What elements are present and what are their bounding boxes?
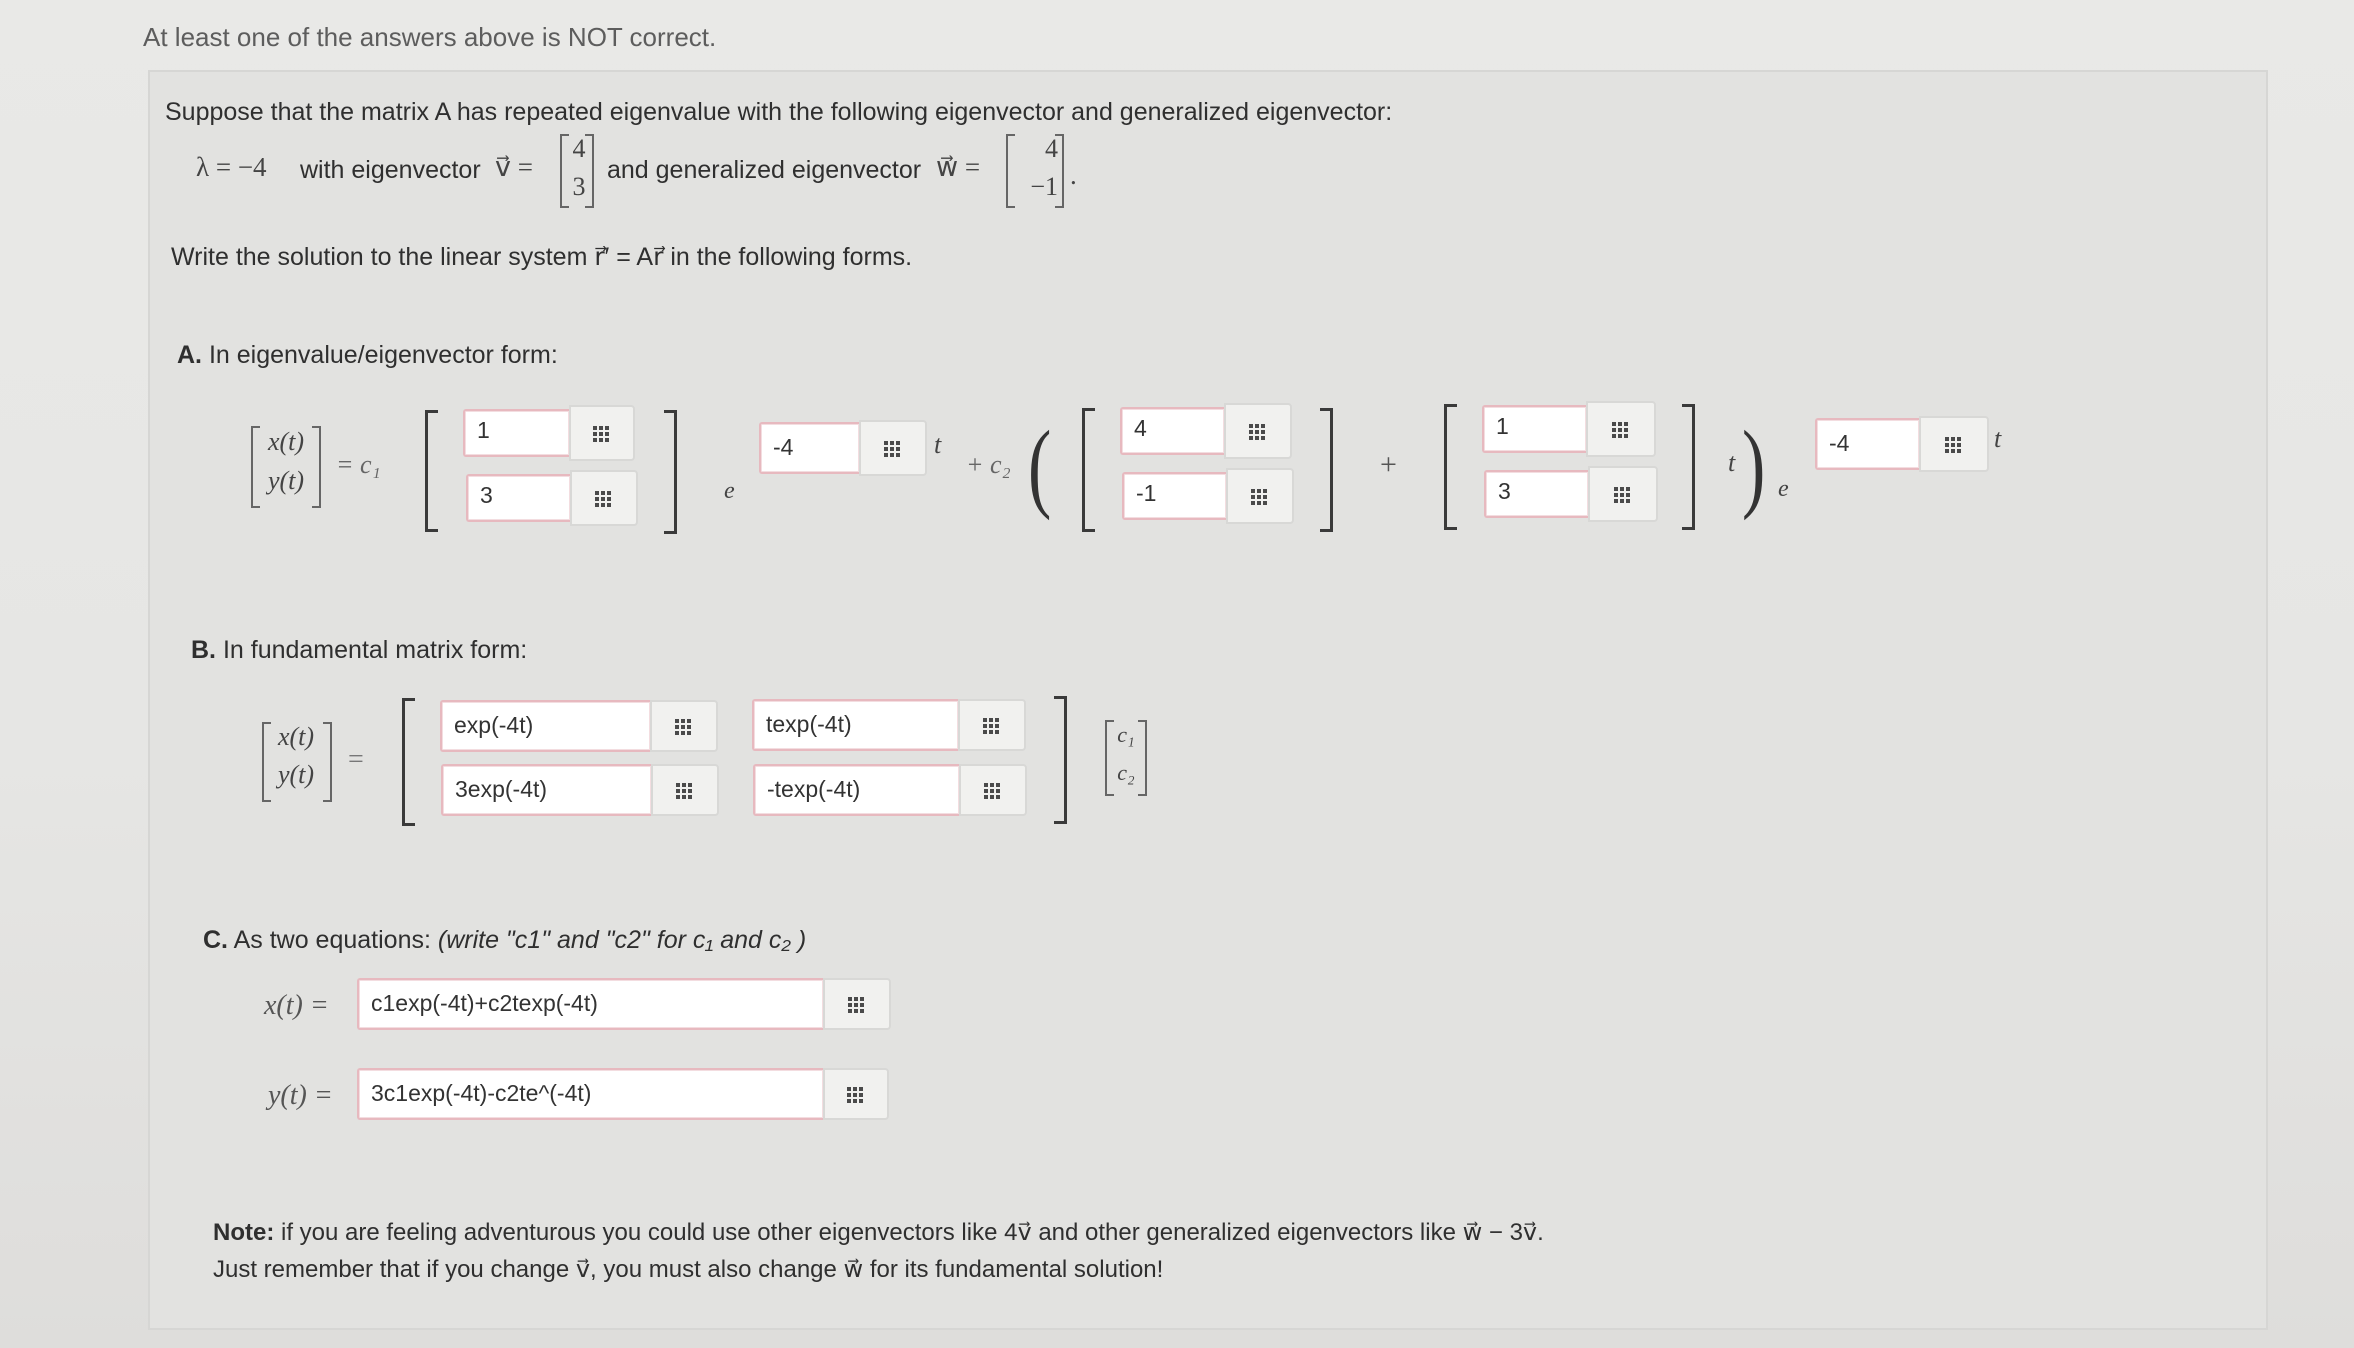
grid-icon [884,439,902,457]
a-w1-equation-editor[interactable] [1224,403,1292,459]
part-b-heading [191,636,527,665]
note-text-1: if you are feeling adventurous you could use other eigenvectors like 4v⃗ and other generalized eigenvectors like w⃗ − 3v⃗. [281,1219,1544,1246]
with-eigenvector-text: with eigenvector [300,156,481,184]
grid-icon [847,1085,865,1103]
b-matrix-left-bracket [402,698,415,826]
a-right-paren: ) [1742,410,1766,521]
a-w-right-bracket [1320,408,1333,532]
generalized-right-bracket [1055,134,1064,208]
grid-icon [1614,485,1632,503]
generalized-entry-1: 4 [1045,134,1058,163]
b-m21-input[interactable]: 3exp(-4t) [441,764,651,816]
a-v2-equation-editor[interactable] [570,470,638,526]
b-lhs-y: y(t) [277,760,315,789]
grid-icon [595,489,613,507]
v-label: v⃗ = [495,152,533,182]
part-c-heading [203,926,806,955]
a-w2-equation-editor[interactable] [1226,468,1294,524]
a-plus: + [1380,448,1397,481]
part-b-label: B. [191,636,216,664]
grid-icon [848,995,866,1013]
grid-icon [593,424,611,442]
grid-icon [983,716,1001,734]
part-a-title: In eigenvalue/eigenvector form: [208,341,558,369]
problem-intro: Suppose that the matrix A has repeated eigenvalue with the following eigenvector and generalized eigenvector: [165,98,1393,126]
a-lhs-y: y(t) [267,466,305,495]
a-vb2-input[interactable]: 3 [1484,470,1588,518]
a-c1: = c₁ [336,450,381,479]
b-m12-equation-editor[interactable] [958,699,1026,751]
lambda-expression: λ = −4 [196,152,267,182]
part-a-label: A. [177,341,202,369]
grid-icon [1251,487,1269,505]
c-y-equation-editor[interactable] [823,1068,889,1120]
a-e2: e [1778,476,1789,502]
grid-icon [1249,422,1267,440]
note-label: Note: [213,1219,275,1246]
a-vb-left-bracket [1444,404,1457,530]
a-v1-equation-editor[interactable] [569,405,635,461]
b-m21-equation-editor[interactable] [651,764,719,816]
b-lhs-right-bracket [323,722,332,802]
a-exp1-equation-editor[interactable] [859,420,927,476]
a-v2-input[interactable]: 3 [466,474,570,522]
a-exp2-input[interactable]: -4 [1815,418,1919,470]
grid-icon [675,717,693,735]
part-c-title: As two equations: [233,926,431,954]
b-m11-input[interactable]: exp(-4t) [440,700,650,752]
b-m22-input[interactable]: -texp(-4t) [753,764,959,816]
part-a-heading [177,341,558,370]
c-x-equation-editor[interactable] [823,978,891,1030]
b-m12-input[interactable]: texp(-4t) [752,699,958,751]
a-vb1-input[interactable]: 1 [1482,405,1586,453]
and-generalized-text: and generalized eigenvector [607,156,922,184]
eigenvector-right-bracket [585,134,594,208]
period: . [1070,160,1077,190]
a-e1: e [724,478,735,504]
b-m22-equation-editor[interactable] [959,764,1027,816]
a-t3: t [1994,424,2002,453]
a-lhs-x: x(t) [267,427,305,456]
a-lhs-right-bracket [312,426,321,508]
b-c-right-bracket [1138,720,1147,796]
b-equals: = [348,744,364,775]
a-v-left-bracket [425,410,438,532]
note-line-2: Just remember that if you change v⃗, you must also change w⃗ for its fundamental solution! [213,1256,1164,1283]
c-x-input[interactable]: c1exp(-4t)+c2texp(-4t) [357,978,823,1030]
a-w1-input[interactable]: 4 [1120,407,1224,455]
a-w-left-bracket [1082,408,1095,532]
a-left-paren: ( [1028,410,1052,521]
w-label: w⃗ = [936,152,981,182]
c-y-input[interactable]: 3c1exp(-4t)-c2te^(-4t) [357,1068,823,1120]
grid-icon [1612,420,1630,438]
eigenvector-entry-2: 3 [572,172,586,201]
note-line-1 [213,1218,1544,1247]
generalized-entry-2: −1 [1030,172,1058,201]
b-lhs-x: x(t) [277,722,315,751]
part-b-title: In fundamental matrix form: [222,636,528,664]
a-w2-input[interactable]: -1 [1122,472,1226,520]
a-v1-input[interactable]: 1 [463,409,569,457]
part-c-label: C. [203,926,228,954]
a-c2: + c₂ [966,450,1011,479]
a-vb2-equation-editor[interactable] [1588,466,1658,522]
part-c-hint: (write "c1" and "c2" for c₁ and c₂ ) [437,926,807,954]
a-vb-right-bracket [1682,404,1695,530]
eigenvector-entry-1: 4 [572,134,586,163]
b-m11-equation-editor[interactable] [650,700,718,752]
a-vb1-equation-editor[interactable] [1586,401,1656,457]
status-message: At least one of the answers above is NOT correct. [143,22,717,52]
a-t1: t [934,430,942,459]
b-matrix-right-bracket [1054,696,1067,824]
grid-icon [1945,435,1963,453]
a-v-right-bracket [664,410,677,534]
c-x-label: x(t) = [264,990,329,1021]
instruction-text: Write the solution to the linear system r⃗′ = Ar⃗ in the following forms. [171,243,913,271]
b-c2: c₂ [1117,760,1135,785]
a-exp2-equation-editor[interactable] [1919,416,1989,472]
b-c1: c₁ [1117,722,1135,747]
a-exp1-input[interactable]: -4 [759,422,859,474]
c-y-label: y(t) = [268,1080,333,1111]
a-t2: t [1728,448,1736,477]
grid-icon [676,781,694,799]
grid-icon [984,781,1002,799]
